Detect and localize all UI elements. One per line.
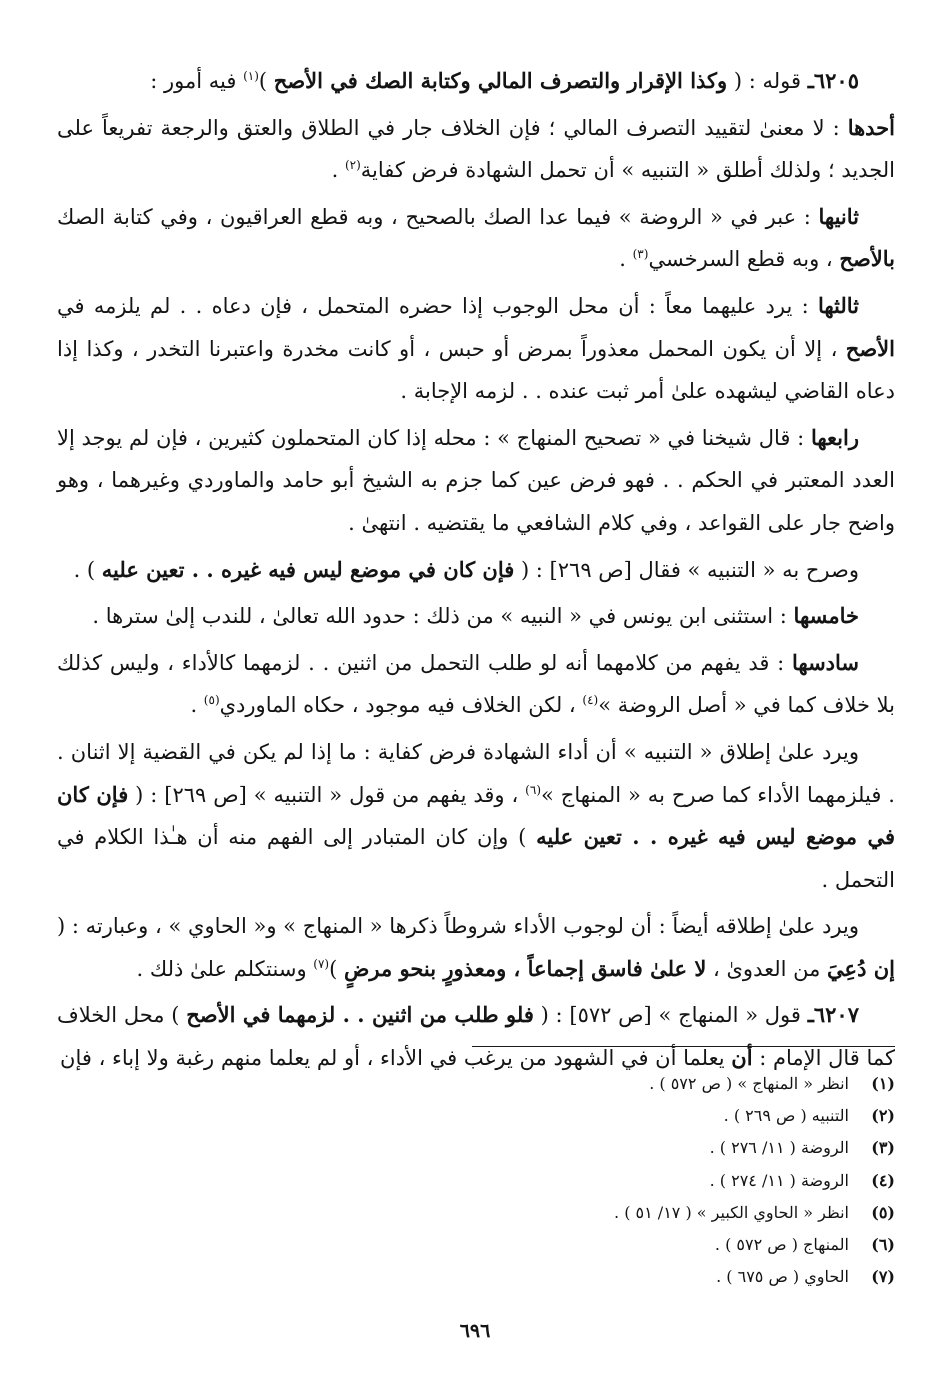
paragraph-p-fourth: رابعها : قال شيخنا في « تصحيح المنهاج » : محله إذا كان المتحملون كثيرين ، فإن لم يوجد إلا العدد المعتبر في الحكم . . فهو فرض عين كما جزم به الشيخ أبو حامد والماوردي وغيرهما ، وهو واضح جار على القواعد ، وفي كلام الشافعي ما يقتضيه . انتهىٰ . (57, 424, 895, 535)
paragraph-p-fifth: خامسها : استثنى ابن يونس في « النبيه » من ذلك : حدود الله تعالىٰ ، للندب إلىٰ سترها . (92, 603, 859, 629)
paragraph-p-yarid2: ويرد علىٰ إطلاقه أيضاً : أن لوجوب الأداء شروطاً ذكرها « المنهاج » و« الحاوي » ، وعبارته : ( إن دُعِيَ من العدوىٰ ، لا علىٰ فاسق إجماعاً ، ومعذورٍ بنحو مرضٍ )$^{(٧)}$ وسنتكلم علىٰ ذلك . (57, 914, 895, 981)
footnote-number: (٢) (871, 1106, 895, 1126)
footnote-number: (١) (871, 1074, 895, 1093)
footnote-separator (472, 1046, 895, 1047)
paragraph-p-sixth: سادسها : قد يفهم من كلامهما أنه لو طلب التحمل من اثنين . . لزمهما كالأداء ، وليس كذلك بلا خلاف كما في « أصل الروضة »$^{(٤)}$ ، لكن الخلاف فيه موجود ، حكاه الماوردي$^{(٥)}$ . (57, 649, 895, 718)
paragraph-p6207: ٦٢٠٧ـ قول « المنهاج » [ص ٥٧٢] : ( فلو طلب من اثنين . . لزمهما في الأصح ) محل الخلاف كما قال الإمام : أن يعلما أن في الشهود من يرغب في الأداء ، أو لم يعلما منهم رغبة ولا إباء ، فإن (57, 1002, 895, 1071)
footnote-item (57, 1261, 895, 1293)
footnote-text: الحاوي ( ص ٦٧٥ ) . (716, 1267, 849, 1287)
footnote-text: انظر « المنهاج » ( ص ٥٧٢ ) . (649, 1074, 849, 1093)
paragraph-p-second: ثانيها : عبر في « الروضة » فيما عدا الصك بالصحيح ، وبه قطع العراقيون ، وفي كتابة الصك بالأصح ، وبه قطع السرخسي$^{(٣)}$ . (57, 203, 895, 272)
paragraph-p-tanbih: وصرح به « التنبيه » فقال [ص ٢٦٩] : ( فإن كان في موضع ليس فيه غيره . . تعين عليه ) . (73, 556, 859, 582)
footnote-text: الروضة ( ١١/ ٢٧٦ ) . (709, 1138, 849, 1158)
footnote-text: انظر « الحاوي الكبير » ( ١٧/ ٥١ ) . (614, 1202, 849, 1222)
footnote-item (57, 1165, 895, 1197)
footnote-number: (٤) (871, 1170, 895, 1190)
page-body (57, 60, 895, 1084)
paragraph-p-first: أحدها : لا معنىٰ لتقييد التصرف المالي ؛ فإن الخلاف جار في الطلاق والعتق والرجعة تفريعاً على الجديد ؛ ولذلك أطلق « التنبيه » أن تحمل الشهادة فرض كفاية$^{(٢)}$ . (57, 114, 895, 183)
footnote-item (57, 1229, 895, 1261)
paragraph-p-yarid1: ويرد علىٰ إطلاق « التنبيه » أن أداء الشهادة فرض كفاية : ما إذا لم يكن في القضية إلا اثنان . . فيلزمهما الأداء كما صرح به « المنهاج »$^{(٦)}$ ، وقد يفهم من قول « التنبيه » [ص ٢٦٩] : ( فإن كان في موضع ليس فيه غيره . . تعين عليه ) وإن كان المتبادر إلى الفهم منه أن هـٰذا الكلام في التحمل . (57, 739, 895, 892)
footnote-item (57, 1132, 895, 1164)
footnote-number: (٣) (871, 1138, 895, 1158)
paragraph-p6205: ٦٢٠٥ـ قوله : ( وكذا الإقرار والتصرف المالي وكتابة الصك في الأصح )$^{(١)}$ فيه أمور : (150, 68, 859, 93)
footnote-text: التنبيه ( ص ٢٦٩ ) . (723, 1106, 849, 1126)
footnote-text: الروضة ( ١١/ ٢٧٤ ) . (709, 1170, 849, 1190)
footnote-text: المنهاج ( ص ٥٧٢ ) . (714, 1234, 849, 1254)
paragraph-p-third: ثالثها : يرد عليهما معاً : أن محل الوجوب إذا حضره المتحمل ، فإن دعاه . . لم يلزمه في الأصح ، إلا أن يكون المحمل معذوراً بمرض أو حبس ، أو كانت مخدرة واعتبرنا التخدر ، وكذا إذا دعاه القاضي ليشهده علىٰ أمر ثبت عنده . . لزمه الإجابة . (57, 292, 895, 404)
footnote-item (57, 1100, 895, 1132)
footnote-number: (٥) (871, 1202, 895, 1222)
main-text (57, 60, 895, 1080)
footnote-item (57, 1197, 895, 1229)
footnote-number: (٧) (871, 1267, 895, 1287)
page-number: ٦٩٦ (459, 1320, 491, 1342)
footnote-number: (٦) (871, 1234, 895, 1254)
footnotes-list (57, 1068, 895, 1293)
footnote-item (57, 1068, 895, 1100)
